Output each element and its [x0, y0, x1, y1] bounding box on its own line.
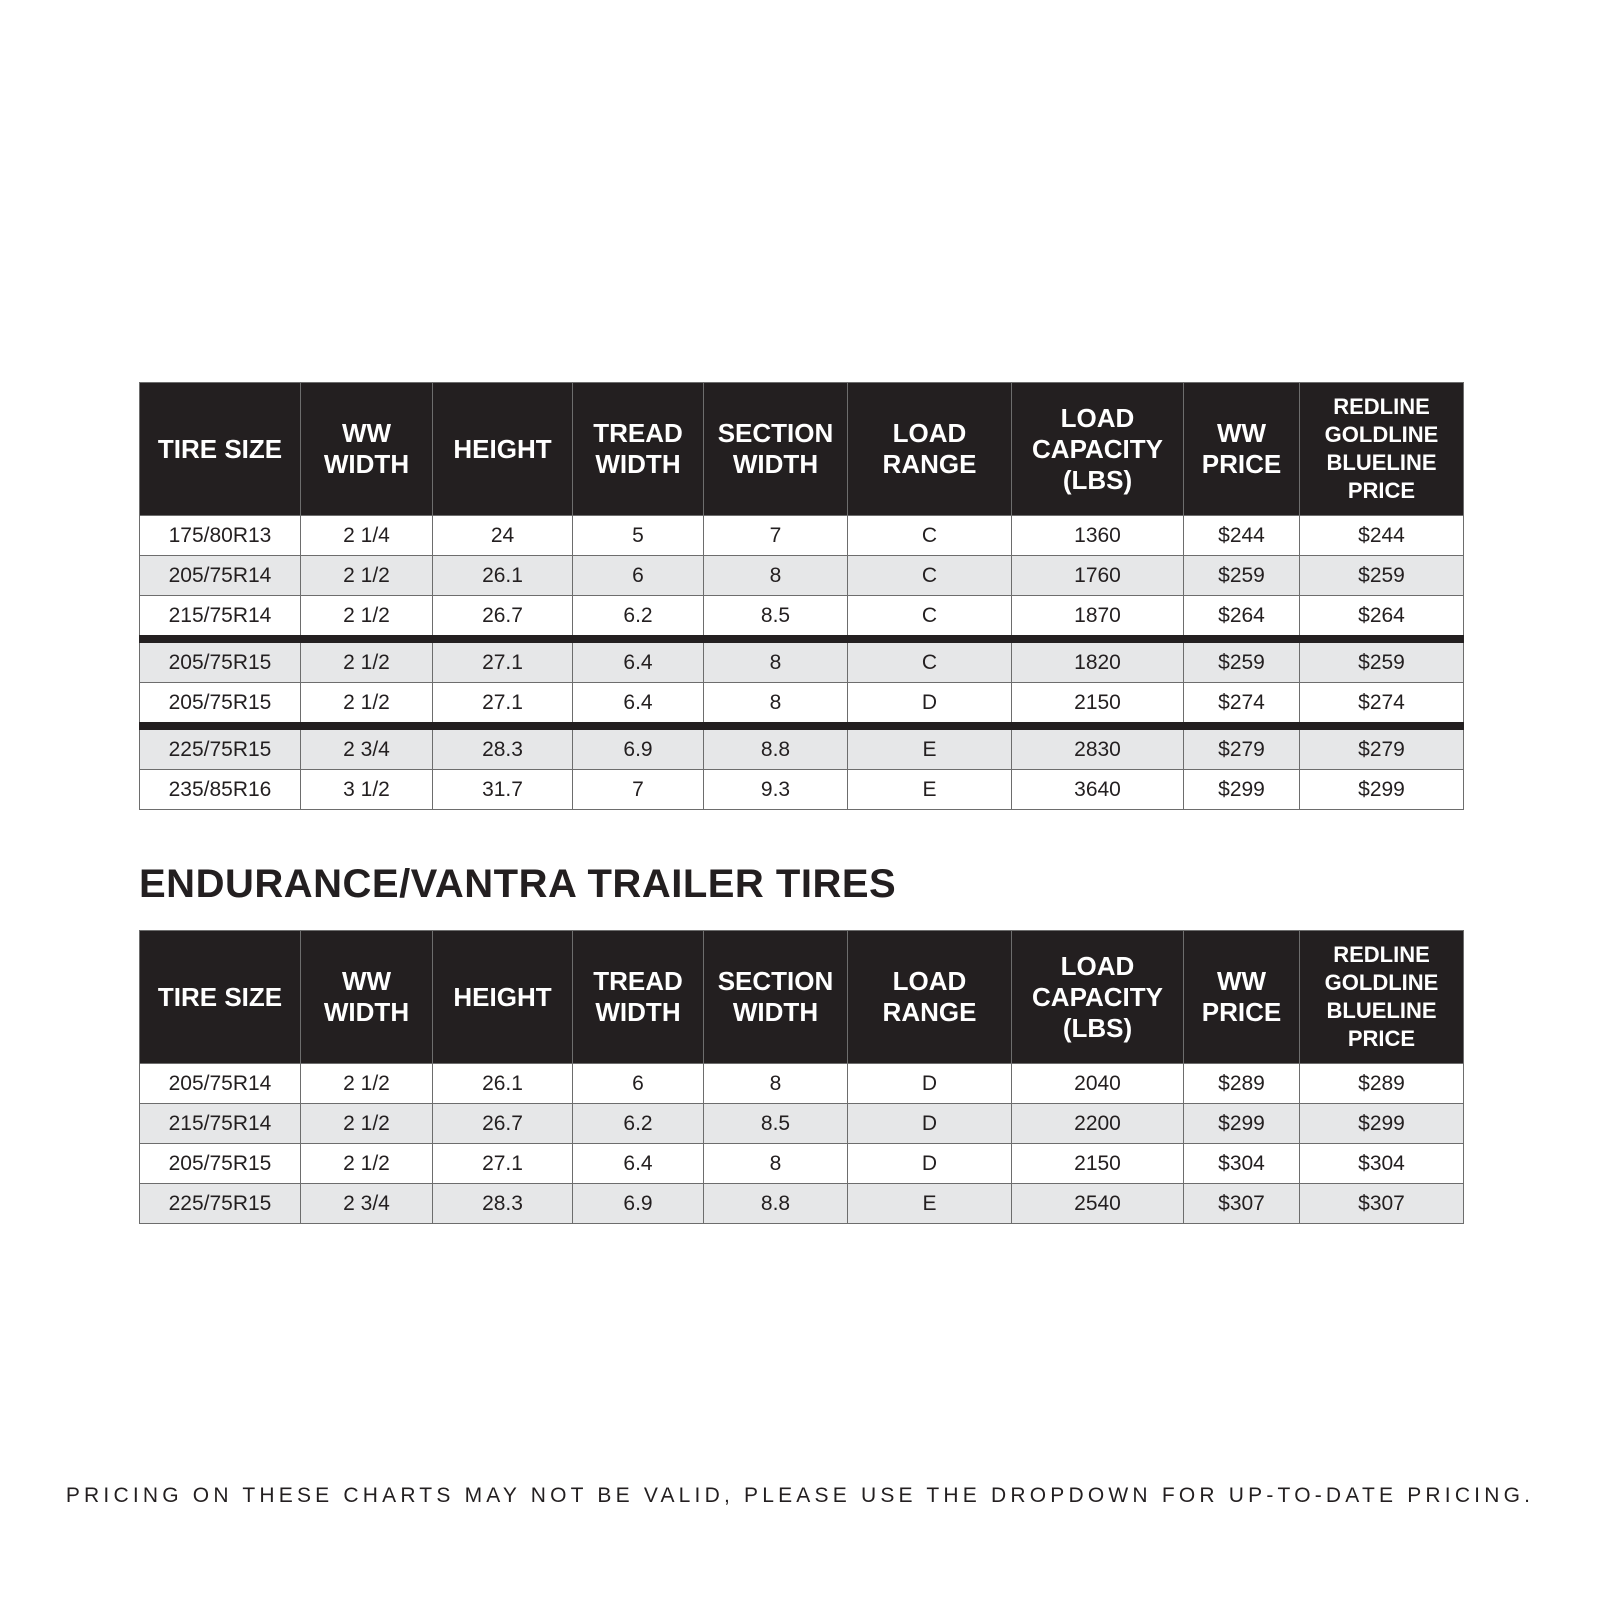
- column-header-line: WW: [341, 966, 392, 996]
- table-cell: 205/75R15: [140, 1144, 301, 1184]
- table-row: [140, 1184, 1464, 1224]
- table-cell: 5: [573, 516, 704, 556]
- table-cell: 26.1: [433, 1064, 573, 1104]
- table-cell: 2 3/4: [301, 726, 433, 770]
- table-cell: 2 1/4: [301, 516, 433, 556]
- column-header-line: TREAD: [593, 418, 683, 448]
- column-header-line: SECTION: [717, 418, 834, 448]
- table-cell: 6.4: [573, 683, 704, 727]
- column-header-line: WIDTH: [595, 449, 681, 479]
- table-cell: $279: [1300, 726, 1464, 770]
- column-header: [301, 931, 433, 1064]
- table-cell: 175/80R13: [140, 516, 301, 556]
- table-cell: 7: [704, 516, 848, 556]
- table-row: [140, 596, 1464, 640]
- table-cell: 1870: [1012, 596, 1184, 640]
- table-cell: C: [848, 639, 1012, 683]
- column-header-line: TIRE SIZE: [157, 433, 283, 464]
- table-cell: $299: [1300, 770, 1464, 810]
- table-cell: $244: [1184, 516, 1300, 556]
- table-cell: 28.3: [433, 726, 573, 770]
- section-title: ENDURANCE/VANTRA TRAILER TIRES: [139, 862, 897, 906]
- table-cell: $304: [1184, 1144, 1300, 1184]
- column-header-line: PRICE: [1201, 449, 1282, 479]
- column-header-line: RANGE: [882, 449, 977, 479]
- table-header-row: [140, 383, 1464, 516]
- table-cell: 8.5: [704, 596, 848, 640]
- table-cell: 6.9: [573, 1184, 704, 1224]
- table-cell: $299: [1184, 770, 1300, 810]
- column-header-line: PRICE: [1347, 1026, 1416, 1051]
- column-header: [573, 383, 704, 516]
- table-cell: 6.4: [573, 639, 704, 683]
- column-header: [301, 383, 433, 516]
- column-header: [433, 383, 573, 516]
- table-cell: 2 1/2: [301, 596, 433, 640]
- column-header-line: CAPACITY: [1032, 433, 1163, 464]
- column-header-line: WIDTH: [595, 997, 681, 1027]
- tire-spec-table-1: [139, 382, 1464, 810]
- table-cell: 6: [573, 1064, 704, 1104]
- table-cell: 2040: [1012, 1064, 1184, 1104]
- table-cell: 215/75R14: [140, 1104, 301, 1144]
- table-cell: 27.1: [433, 1144, 573, 1184]
- column-header-line: LOAD: [892, 966, 967, 996]
- table-cell: 6: [573, 556, 704, 596]
- table-cell: 8.8: [704, 1184, 848, 1224]
- column-header: [704, 931, 848, 1064]
- table-cell: 2150: [1012, 683, 1184, 727]
- table-cell: $274: [1300, 683, 1464, 727]
- table-cell: $259: [1184, 639, 1300, 683]
- table-cell: 3640: [1012, 770, 1184, 810]
- table-cell: 26.7: [433, 1104, 573, 1144]
- table-row: [140, 516, 1464, 556]
- column-header: [848, 931, 1012, 1064]
- column-header-line: WW: [341, 418, 392, 448]
- table-cell: 8: [704, 1064, 848, 1104]
- column-header: [1012, 383, 1184, 516]
- table-cell: D: [848, 1144, 1012, 1184]
- table-cell: 205/75R14: [140, 556, 301, 596]
- table-row: [140, 726, 1464, 770]
- pricing-disclaimer: PRICING ON THESE CHARTS MAY NOT BE VALID, PLEASE USE THE DROPDOWN FOR UP-TO-DATE PRICING.: [65, 1484, 1535, 1507]
- table-cell: 2200: [1012, 1104, 1184, 1144]
- column-header: [1184, 931, 1300, 1064]
- table-cell: $307: [1300, 1184, 1464, 1224]
- table-cell: 6.9: [573, 726, 704, 770]
- table-cell: 1360: [1012, 516, 1184, 556]
- column-header-line: SECTION: [717, 966, 834, 996]
- column-header-line: PRICE: [1201, 997, 1282, 1027]
- table-cell: 2 1/2: [301, 1104, 433, 1144]
- column-header: [433, 931, 573, 1064]
- table-cell: 24: [433, 516, 573, 556]
- table-cell: C: [848, 516, 1012, 556]
- column-header-line: (LBS): [1062, 464, 1133, 495]
- table-cell: $259: [1184, 556, 1300, 596]
- column-header-line: BLUELINE: [1326, 450, 1437, 475]
- table-cell: 235/85R16: [140, 770, 301, 810]
- table-cell: 2 1/2: [301, 1144, 433, 1184]
- table-cell: E: [848, 770, 1012, 810]
- table-cell: 6.2: [573, 596, 704, 640]
- table-row: [140, 1144, 1464, 1184]
- table-cell: 28.3: [433, 1184, 573, 1224]
- column-header: [1300, 383, 1464, 516]
- column-header: [704, 383, 848, 516]
- table-cell: 3 1/2: [301, 770, 433, 810]
- table-cell: $279: [1184, 726, 1300, 770]
- table-cell: $259: [1300, 556, 1464, 596]
- table-cell: 26.7: [433, 596, 573, 640]
- column-header-line: BLUELINE: [1326, 998, 1437, 1023]
- table-cell: 215/75R14: [140, 596, 301, 640]
- table-cell: 2 1/2: [301, 683, 433, 727]
- table-cell: 2150: [1012, 1144, 1184, 1184]
- table-cell: 205/75R14: [140, 1064, 301, 1104]
- table-cell: $289: [1300, 1064, 1464, 1104]
- table-cell: 205/75R15: [140, 639, 301, 683]
- table-row: [140, 639, 1464, 683]
- column-header-line: GOLDLINE: [1324, 970, 1439, 995]
- table-header-row: [140, 931, 1464, 1064]
- column-header-line: LOAD: [1060, 950, 1135, 981]
- table-cell: D: [848, 683, 1012, 727]
- table-cell: D: [848, 1104, 1012, 1144]
- column-header-line: WW: [1216, 966, 1267, 996]
- table-cell: 8: [704, 683, 848, 727]
- table-cell: 2830: [1012, 726, 1184, 770]
- table-cell: E: [848, 1184, 1012, 1224]
- column-header-line: REDLINE: [1333, 394, 1430, 419]
- table-row: [140, 1064, 1464, 1104]
- table-cell: 205/75R15: [140, 683, 301, 727]
- column-header-line: CAPACITY: [1032, 981, 1163, 1012]
- table-cell: 31.7: [433, 770, 573, 810]
- table-cell: $259: [1300, 639, 1464, 683]
- table-cell: 2 1/2: [301, 639, 433, 683]
- table-cell: 2 3/4: [301, 1184, 433, 1224]
- table-row: [140, 1104, 1464, 1144]
- column-header: [1012, 931, 1184, 1064]
- column-header-line: HEIGHT: [453, 433, 552, 464]
- table-cell: 6.4: [573, 1144, 704, 1184]
- table-cell: E: [848, 726, 1012, 770]
- table-cell: 225/75R15: [140, 1184, 301, 1224]
- table-cell: 2540: [1012, 1184, 1184, 1224]
- column-header: [573, 931, 704, 1064]
- table-cell: 225/75R15: [140, 726, 301, 770]
- table-cell: $264: [1300, 596, 1464, 640]
- column-header-line: LOAD: [1060, 402, 1135, 433]
- table-cell: 26.1: [433, 556, 573, 596]
- table-cell: D: [848, 1064, 1012, 1104]
- table-cell: 8: [704, 556, 848, 596]
- table-cell: 8: [704, 639, 848, 683]
- table-row: [140, 770, 1464, 810]
- column-header: [140, 931, 301, 1064]
- table-cell: 7: [573, 770, 704, 810]
- table-cell: 1820: [1012, 639, 1184, 683]
- table-cell: C: [848, 596, 1012, 640]
- table-cell: $274: [1184, 683, 1300, 727]
- column-header-line: TIRE SIZE: [157, 981, 283, 1012]
- column-header-line: TREAD: [593, 966, 683, 996]
- table-cell: 8.5: [704, 1104, 848, 1144]
- column-header-line: LOAD: [892, 418, 967, 448]
- column-header-line: REDLINE: [1333, 942, 1430, 967]
- column-header: [1300, 931, 1464, 1064]
- column-header-line: (LBS): [1062, 1012, 1133, 1043]
- table-cell: C: [848, 556, 1012, 596]
- column-header: [140, 383, 301, 516]
- table-cell: $299: [1300, 1104, 1464, 1144]
- column-header: [848, 383, 1012, 516]
- table-cell: 6.2: [573, 1104, 704, 1144]
- column-header-line: WIDTH: [732, 997, 819, 1027]
- table-row: [140, 683, 1464, 727]
- table-cell: $307: [1184, 1184, 1300, 1224]
- column-header-line: WIDTH: [323, 449, 410, 479]
- column-header-line: WIDTH: [323, 997, 410, 1027]
- column-header-line: GOLDLINE: [1324, 422, 1439, 447]
- column-header-line: HEIGHT: [453, 981, 552, 1012]
- table-cell: $264: [1184, 596, 1300, 640]
- table-row: [140, 556, 1464, 596]
- table-cell: $304: [1300, 1144, 1464, 1184]
- table-cell: $244: [1300, 516, 1464, 556]
- table-cell: 9.3: [704, 770, 848, 810]
- column-header-line: PRICE: [1347, 478, 1416, 503]
- table-cell: 8.8: [704, 726, 848, 770]
- tire-spec-table-2: [139, 930, 1464, 1224]
- column-header: [1184, 383, 1300, 516]
- table-cell: 27.1: [433, 639, 573, 683]
- table-cell: 2 1/2: [301, 556, 433, 596]
- table-cell: 2 1/2: [301, 1064, 433, 1104]
- table-cell: 8: [704, 1144, 848, 1184]
- table-cell: 27.1: [433, 683, 573, 727]
- table-cell: $299: [1184, 1104, 1300, 1144]
- column-header-line: WW: [1216, 418, 1267, 448]
- column-header-line: WIDTH: [732, 449, 819, 479]
- table-cell: 1760: [1012, 556, 1184, 596]
- column-header-line: RANGE: [882, 997, 977, 1027]
- table-cell: $289: [1184, 1064, 1300, 1104]
